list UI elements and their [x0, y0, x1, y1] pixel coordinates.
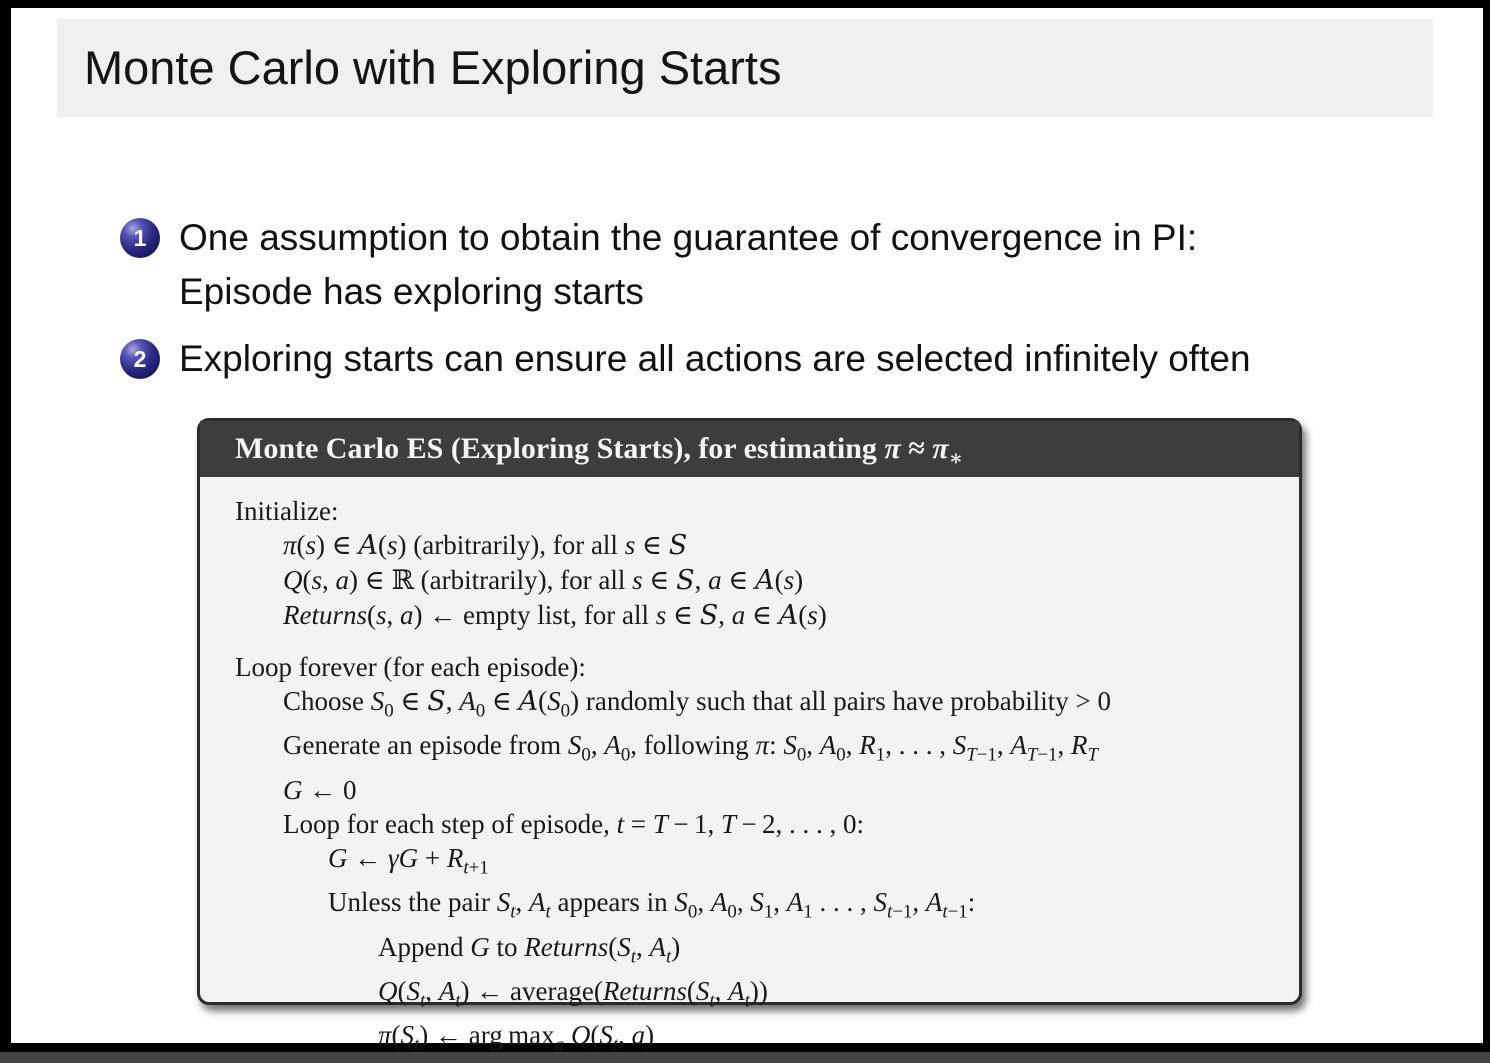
algorithm-line: G ← 0: [283, 774, 357, 805]
algorithm-line: G ← $\gamma G + R_{t+1}$: [328, 842, 489, 879]
algorithm-line: Returns(s, a) ← empty list, for all s ∈ S, a ∈ A(s): [283, 600, 827, 631]
algorithm-line: $Q(S_t$, $A_t$) ← $average(Returns(S_t$, $A_t$)): [378, 975, 768, 1012]
algorithm-line: Initialize:: [235, 496, 339, 526]
page-title: Monte Carlo with Exploring Starts: [84, 41, 782, 94]
algorithm-line: Unless the pair $S_t$, $A_t$ appears in $S_0$, $A_0$, $S_1$, $A_1$ . . . , $S_{t-1}$, $A_{t-1}$:: [328, 887, 976, 923]
algorithm-line: Loop for each step of episode, t = T − 1, T − 2, . . . , 0:: [283, 808, 865, 839]
slide: [11, 8, 1483, 1056]
algorithm-body: [200, 477, 1299, 1063]
algorithm-header: Monte Carlo ES (Exploring Starts), for estimating $\pi \approx \pi_∗$: [200, 421, 1299, 477]
algorithm-line: Choose $S_0$ ∈ S, $A_0$ ∈ $A(S_0)$ randomly such that all pairs have probability > 0: [283, 686, 1111, 722]
bullet-text: One assumption to obtain the guarantee of convergence in PI: Episode has exploring starts: [179, 217, 1198, 312]
algorithm-line: Loop forever (for each episode):: [235, 652, 586, 682]
algorithm-box: [197, 418, 1302, 1056]
algorithm-line: Append G to $Returns(S_t$, $A_t$): [378, 931, 681, 967]
bullet-item-2: [120, 332, 1251, 386]
bullet-item-1: [120, 211, 1197, 319]
algorithm-line: $\pi(S_t)$ ← arg $\max_a Q(S_t$, a): [378, 1020, 655, 1056]
algorithm-line: Q(s, a) ∈ ℝ (arbitrarily), for all s ∈ S, a ∈ A(s): [283, 565, 804, 596]
bullet-text: Exploring starts can ensure all actions are selected infinitely often: [179, 338, 1251, 379]
bullet-number-badge: 1: [120, 218, 160, 258]
algorithm-line: Generate an episode from $S_0$, $A_0$, following π: $S_0$, $A_0$, $R_1$, . . . , $S_{T-1}$, $A_{T-1}$, $R_T$: [283, 730, 1098, 766]
bullet-number-badge: 2: [120, 339, 160, 379]
title-bar: [57, 19, 1433, 117]
algorithm-line: π(s) ∈ A(s) (arbitrarily), for all s ∈ S: [283, 530, 688, 561]
